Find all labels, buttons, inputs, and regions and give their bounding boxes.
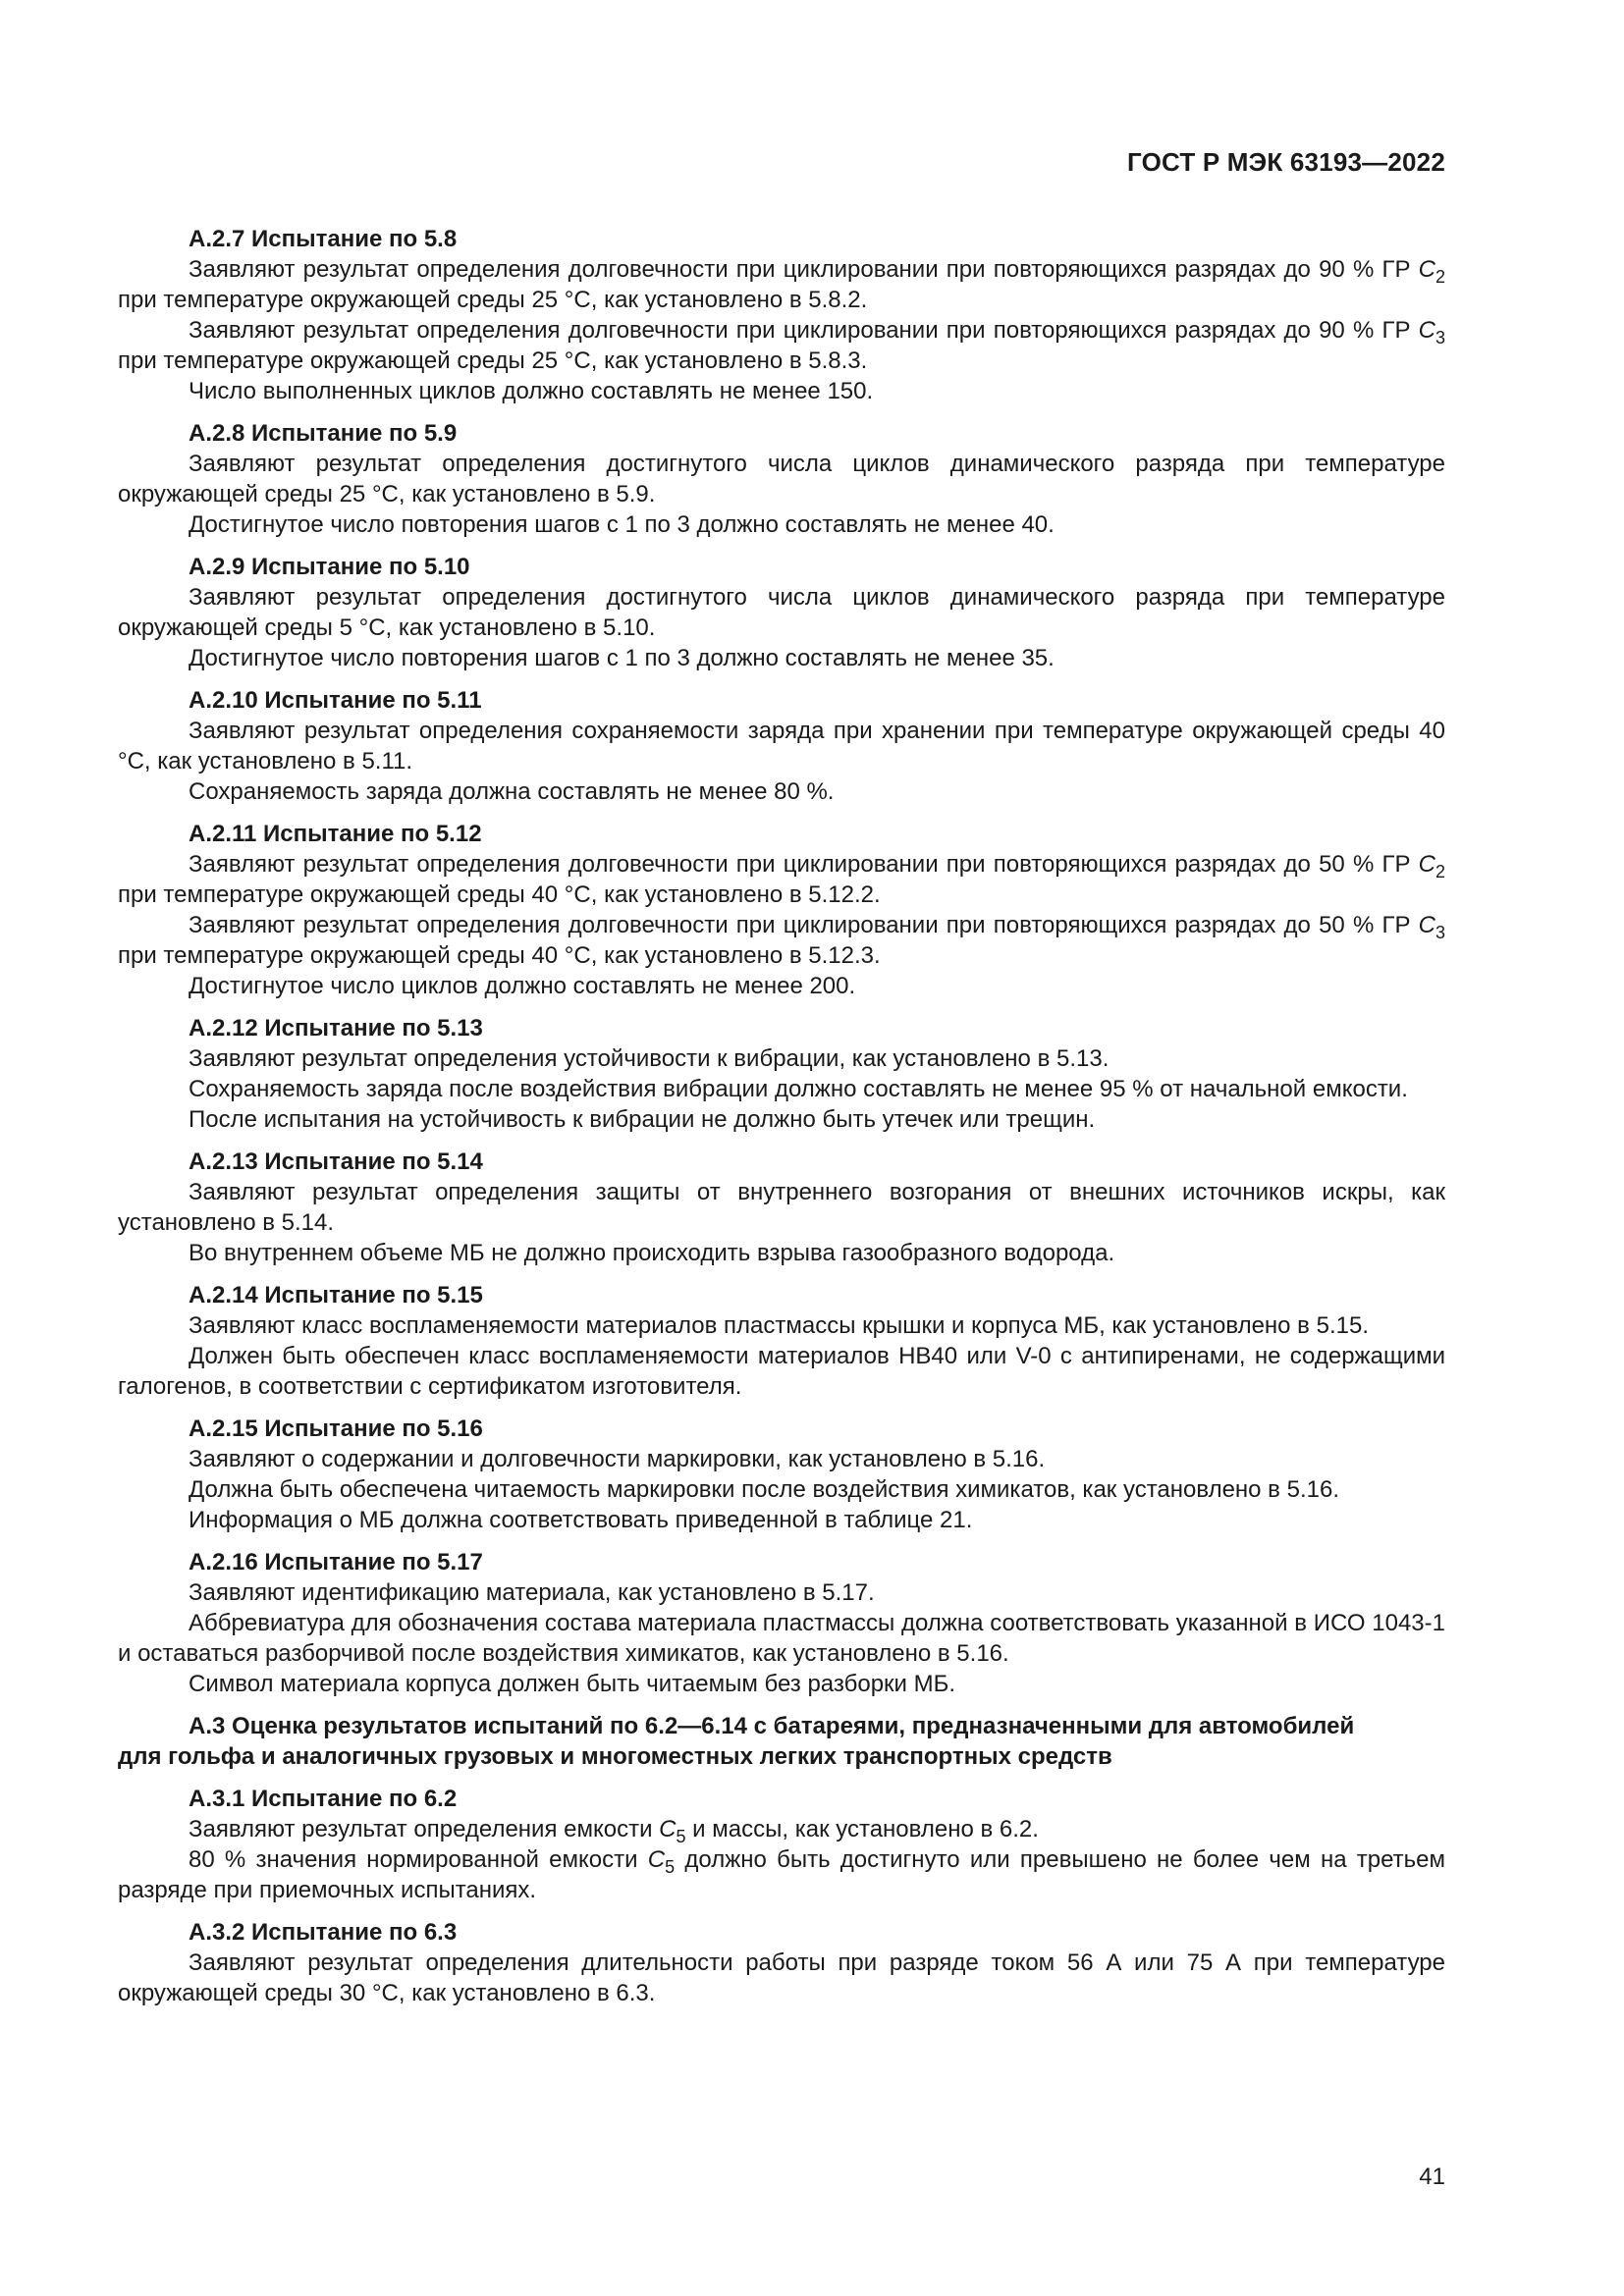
sections-a2 [118, 224, 1445, 1699]
capacity-subscript: 2 [1435, 267, 1445, 287]
paragraph: Достигнутое число повторения шагов с 1 по 3 должно составлять не менее 40. [189, 511, 1055, 538]
capacity-symbol: C [647, 1846, 666, 1873]
paragraph: Сохраняемость заряда после воздействия вибрации должно составлять не менее 95 % от начальной емкости. [189, 1076, 1408, 1102]
subsection-heading: А.2.8 Испытание по 5.9 [189, 420, 458, 447]
subsection [118, 819, 1445, 1001]
subsection-heading: А.3.1 Испытание по 6.2 [189, 1786, 458, 1812]
paragraph [118, 254, 1445, 315]
paragraph: Заявляют результат определения защиты от внутреннего возгорания от внешних источников искры, как установлено в 5.14. [118, 1179, 1445, 1236]
paragraph: Достигнутое число циклов должно составлять не менее 200. [189, 973, 856, 999]
subsection-heading: А.2.13 Испытание по 5.14 [189, 1148, 483, 1175]
subsection [118, 1147, 1445, 1268]
paragraph: Должна быть обеспечена читаемость маркировки после воздействия химикатов, как установлено в 5.16. [189, 1476, 1339, 1503]
subsection-heading: А.2.11 Испытание по 5.12 [189, 821, 482, 847]
paragraph-text: Заявляют результат определения долговечности при циклировании при повторяющихся разрядах до 90 % ГР [189, 317, 1419, 344]
capacity-symbol: C [1418, 317, 1435, 344]
paragraph: Заявляют результат определения достигнутого числа циклов динамического разряда при температуре окружающей среды 5 °С, как установлено в 5.10. [118, 584, 1445, 641]
subsection [118, 552, 1445, 673]
paragraph: Заявляют о содержании и долговечности маркировки, как установлено в 5.16. [189, 1446, 1046, 1472]
paragraph-text: Заявляют результат определения долговечности при циклировании при повторяющихся разрядах до 50 % ГР [189, 912, 1419, 938]
paragraph-text: Заявляют результат определения долговечности при циклировании при повторяющихся разрядах до 50 % ГР [189, 851, 1419, 878]
paragraph [118, 1844, 1445, 1905]
paragraph: Заявляют идентификацию материала, как установлено в 5.17. [189, 1579, 875, 1606]
subsection [118, 1414, 1445, 1535]
subsection-heading: А.2.12 Испытание по 5.13 [189, 1015, 483, 1041]
capacity-subscript: 2 [1435, 862, 1445, 881]
subsection [118, 1784, 1445, 1905]
page-number: 41 [1419, 2163, 1445, 2190]
paragraph: Должен быть обеспечен класс воспламеняемости материалов НВ40 или V-0 с антипиренами, не содержащими галогенов, в соответствии с сертификатом изготовителя. [118, 1343, 1445, 1400]
paragraph: Достигнутое число повторения шагов с 1 по 3 должно составлять не менее 35. [189, 645, 1055, 671]
paragraph-text: при температуре окружающей среды 25 °С, как установлено в 5.8.2. [118, 287, 868, 313]
capacity-subscript: 5 [665, 1857, 676, 1877]
subsection [118, 1013, 1445, 1135]
subsection-heading: А.2.10 Испытание по 5.11 [189, 687, 482, 714]
paragraph [118, 849, 1445, 910]
subsection-heading: А.2.15 Испытание по 5.16 [189, 1415, 483, 1442]
paragraph-text: при температуре окружающей среды 25 °С, как установлено в 5.8.3. [118, 347, 868, 374]
paragraph-text: при температуре окружающей среды 40 °С, как установлено в 5.12.3. [118, 942, 881, 969]
capacity-symbol: C [1418, 851, 1435, 878]
subsection [118, 1280, 1445, 1402]
standard-header: ГОСТ Р МЭК 63193—2022 [1126, 147, 1445, 177]
capacity-symbol: C [1418, 256, 1435, 283]
paragraph-text: при температуре окружающей среды 40 °С, как установлено в 5.12.2. [118, 881, 881, 908]
paragraph: Заявляют результат определения длительности работы при разряде током 56 А или 75 А при температуре окружающей среды 30 °С, как установлено в 6.3. [118, 1949, 1445, 2006]
paragraph-text: 80 % значения нормированной емкости [189, 1846, 648, 1873]
subsection [118, 1917, 1445, 2008]
section-a3-heading-line2: для гольфа и аналогичных грузовых и многоместных легких транспортных средств [118, 1743, 1112, 1770]
paragraph: Заявляют класс воспламеняемости материалов пластмассы крышки и корпуса МБ, как установлено в 5.15. [189, 1312, 1369, 1339]
capacity-subscript: 3 [1435, 923, 1445, 942]
paragraph: Символ материала корпуса должен быть читаемым без разборки МБ. [189, 1671, 956, 1697]
subsection-heading: А.2.7 Испытание по 5.8 [189, 226, 458, 252]
capacity-subscript: 3 [1435, 328, 1445, 347]
paragraph: Заявляют результат определения достигнутого числа циклов динамического разряда при температуре окружающей среды 25 °С, как установлено в 5.9. [118, 451, 1445, 507]
paragraph: Заявляют результат определения сохраняемости заряда при хранении при температуре окружающей среды 40 °С, как установлено в 5.11. [118, 718, 1445, 774]
paragraph [118, 1814, 1445, 1844]
subsection [118, 685, 1445, 807]
paragraph: Сохраняемость заряда должна составлять не менее 80 %. [189, 778, 835, 805]
paragraph [118, 315, 1445, 376]
paragraph: Информация о МБ должна соответствовать приведенной в таблице 21. [189, 1507, 973, 1533]
section-a3-heading [118, 1711, 1445, 1772]
paragraph-text: и массы, как установлено в 6.2. [685, 1816, 1039, 1842]
subsection [118, 224, 1445, 406]
paragraph: После испытания на устойчивость к вибрации не должно быть утечек или трещин. [189, 1106, 1096, 1133]
paragraph-text: Заявляют результат определения емкости [189, 1816, 660, 1842]
section-a3-heading-line1: А.3 Оценка результатов испытаний по 6.2—6.14 с батареями, предназначенными для автомобилей [189, 1713, 1355, 1739]
capacity-subscript: 5 [676, 1827, 686, 1846]
subsection-heading: А.2.9 Испытание по 5.10 [189, 554, 470, 580]
subsection [118, 418, 1445, 540]
paragraph-text: должно быть достигнуто или превышено не более чем на третьем разряде при приемочных испытаниях. [118, 1846, 1446, 1903]
paragraph: Число выполненных циклов должно составлять не менее 150. [189, 378, 874, 404]
section-a3-heading-block [118, 1711, 1445, 1772]
subsection-heading: А.2.16 Испытание по 5.17 [189, 1549, 483, 1575]
paragraph: Во внутреннем объеме МБ не должно происходить взрыва газообразного водорода. [189, 1240, 1115, 1266]
paragraph: Аббревиатура для обозначения состава материала пластмассы должна соответствовать указанной в ИСО 1043-1 и оставаться разборчивой после воздействия химикатов, как установлено в 5.16. [118, 1610, 1445, 1667]
subsection [118, 1547, 1445, 1699]
subsection-heading: А.2.14 Испытание по 5.15 [189, 1282, 483, 1308]
capacity-symbol: C [659, 1816, 677, 1842]
paragraph: Заявляют результат определения устойчивости к вибрации, как установлено в 5.13. [189, 1045, 1110, 1072]
subsection-heading: А.3.2 Испытание по 6.3 [189, 1919, 458, 1946]
paragraph [118, 910, 1445, 971]
paragraph-text: Заявляют результат определения долговечности при циклировании при повторяющихся разрядах до 90 % ГР [189, 256, 1419, 283]
document-body [118, 224, 1445, 2020]
sections-a3 [118, 1784, 1445, 2008]
capacity-symbol: C [1418, 912, 1435, 938]
